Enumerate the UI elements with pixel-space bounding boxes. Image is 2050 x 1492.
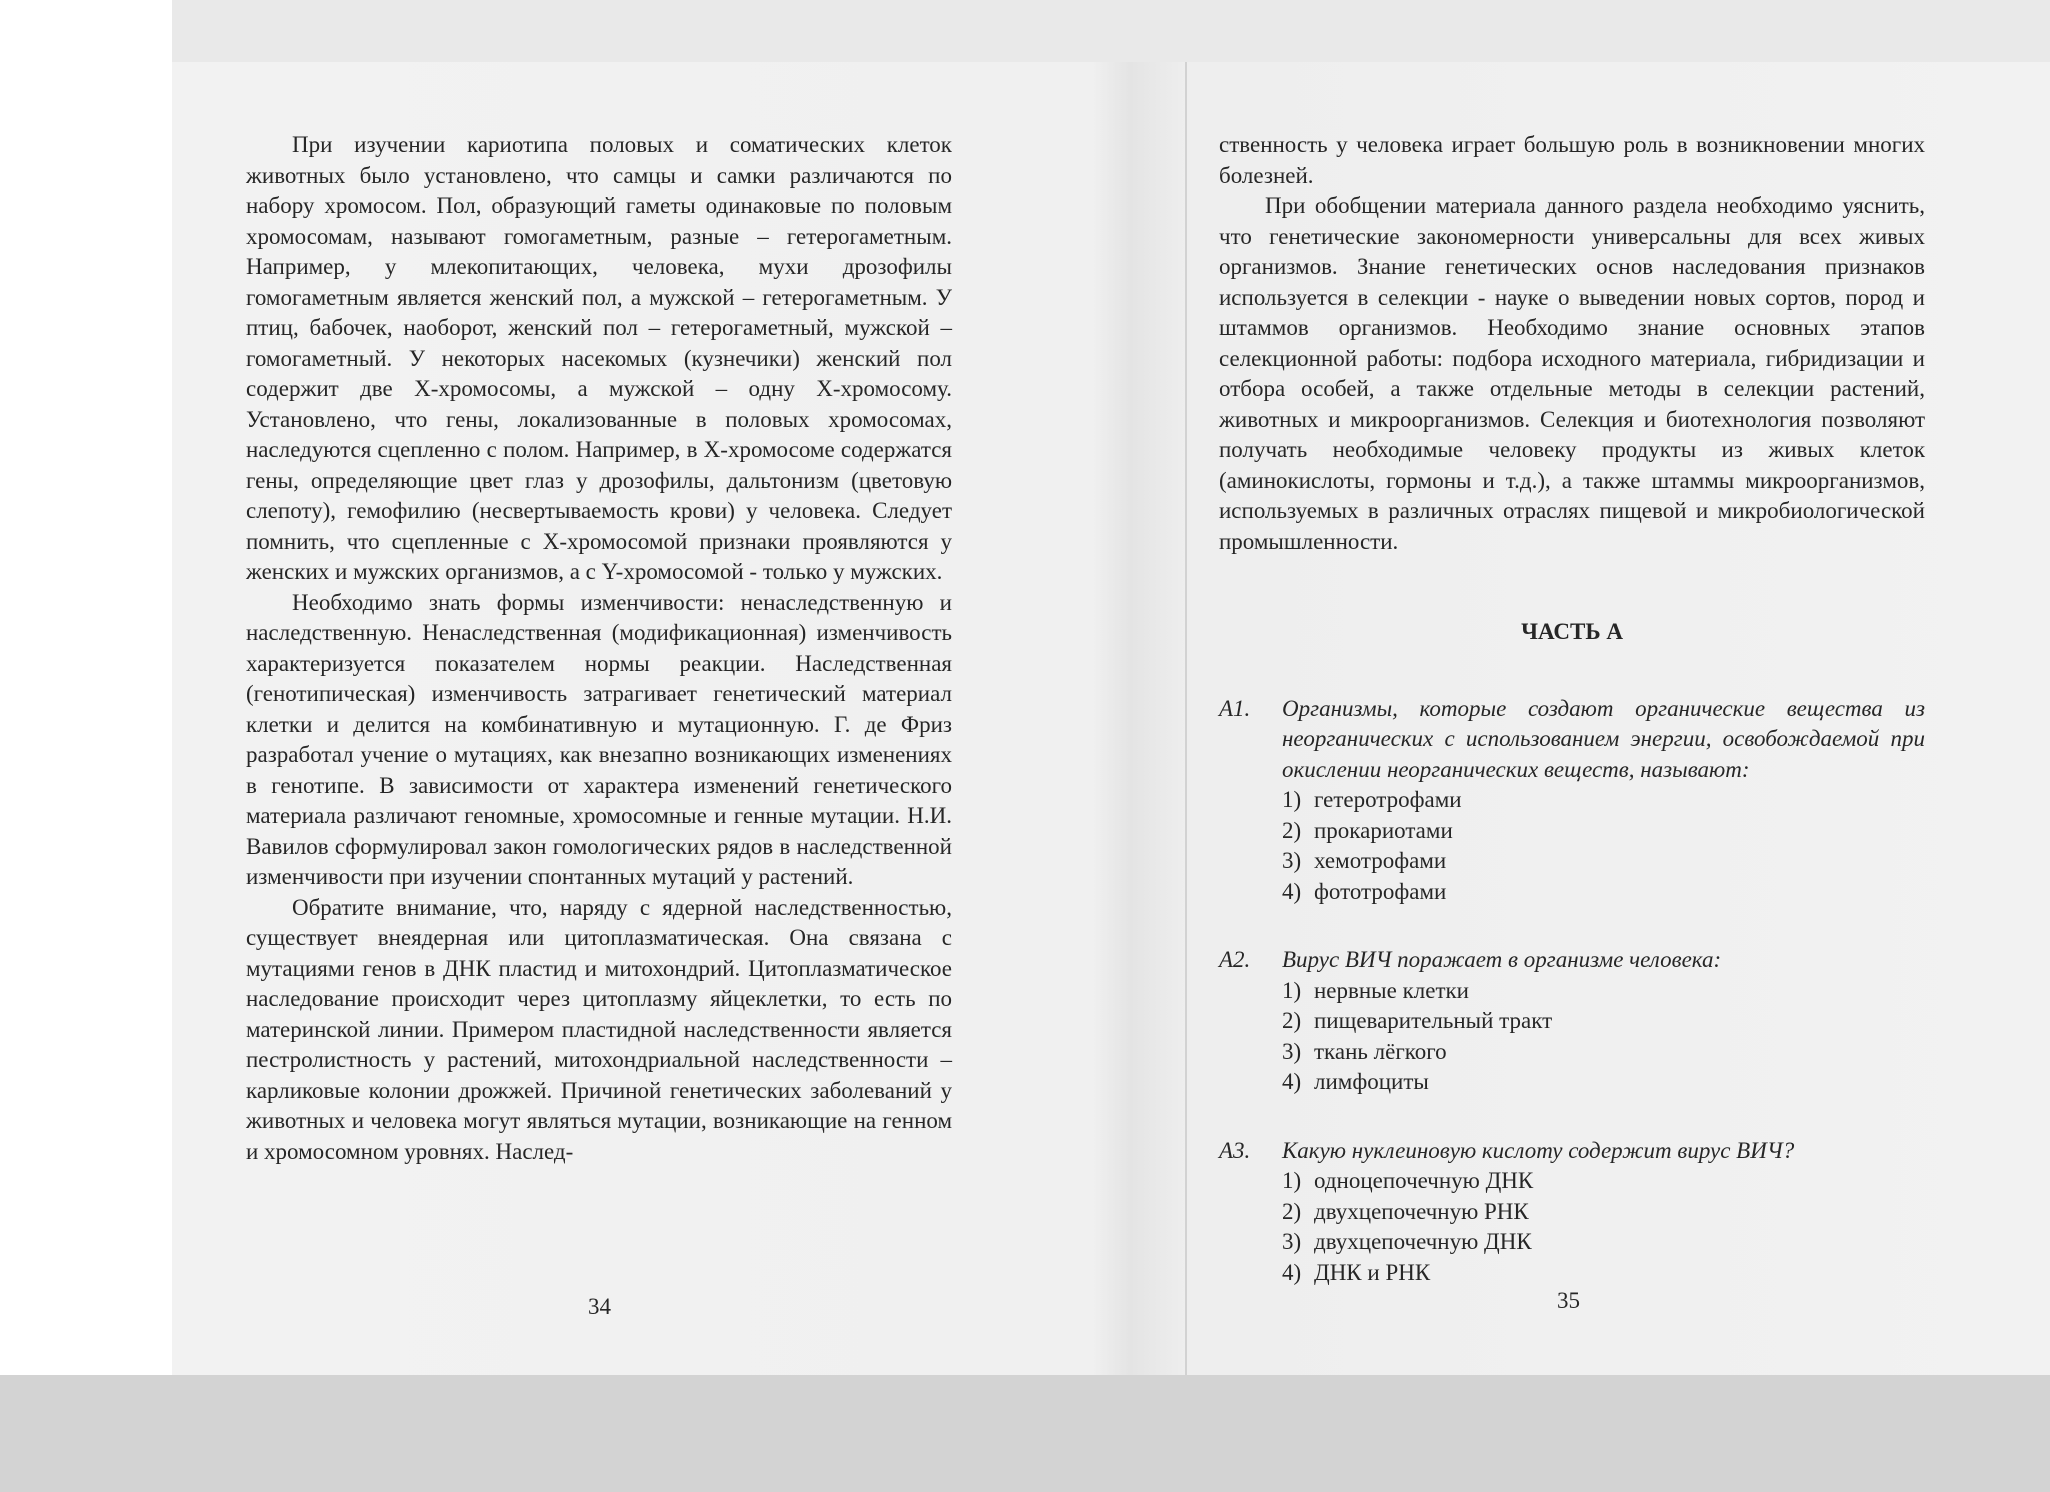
option-number: 2): [1282, 817, 1302, 843]
option-number: 1): [1282, 977, 1302, 1003]
option-text: фототрофами: [1314, 878, 1447, 904]
option-number: 4): [1282, 1069, 1302, 1094]
option-text: прокариотами: [1314, 817, 1453, 843]
question-text: Организмы, которые создают органические вещества из неорганических с использованием энергии, освобождаемой при окислении неорганических веществ, называют:: [1282, 695, 1925, 782]
answer-option: [1282, 785, 1925, 816]
option-number: 2): [1282, 1008, 1302, 1033]
left-paragraph-1: При изучении кариотипа половых и соматических клеток животных было установлено, что самцы и самки различаются по набору хромосом. Пол, образующий гаметы одинаковые по половым хромосомам, называют гомогаметным, разные – гетерогаметным. Например, у млекопитающих, человека, мухи дрозофилы гомогаметным является женский пол, а мужской – гетерогаметным. У птиц, бабочек, наоборот, женский пол – гетерогаметный, мужской – гомогаметный. У некоторых насекомых (кузнечики) женский пол содержит две Х-хромосомы, а мужской – одну Х-хромосому. Установлено, что гены, локализованные в половых хромосомах, наследуются сцепленно с полом. Например, в Х-хромосоме содержатся гены, определяющие цвет глаз у дрозофилы, дальтонизм (цветовую слепоту), гемофилию (несвертываемость крови) у человека. Следует помнить, что сцепленные с Х-хромосомой признаки проявляются у женских и мужских организмов, а с Y-хромосомой - только у мужских.: [246, 132, 952, 584]
option-number: 2): [1282, 1198, 1302, 1224]
question-a3: [1219, 1136, 1925, 1289]
answer-option: [1282, 816, 1925, 847]
question-text: Какую нуклеиновую кислоту содержит вирус ВИЧ?: [1282, 1137, 1795, 1163]
right-page: [1219, 130, 1925, 1326]
question-number: А3.: [1219, 1137, 1251, 1163]
option-text: нервные клетки: [1314, 977, 1469, 1003]
option-number: 4): [1282, 878, 1302, 904]
question-number: А2.: [1219, 947, 1251, 972]
right-page-number: 35: [1557, 1288, 1580, 1313]
option-text: ткань лёгкого: [1314, 1038, 1447, 1064]
option-number: 3): [1282, 1229, 1302, 1254]
option-text: ДНК и РНК: [1314, 1259, 1431, 1285]
right-paragraph-1: ственность у человека играет большую роль в возникновении многих болезней.: [1219, 132, 1925, 188]
option-number: 3): [1282, 1038, 1302, 1064]
option-text: лимфоциты: [1314, 1069, 1429, 1094]
option-number: 1): [1282, 787, 1302, 812]
question-a2: [1219, 945, 1925, 1098]
left-paragraph-2: Необходимо знать формы изменчивости: ненаследственную и наследственную. Ненаследственная (модификационная) изменчивость характеризуется показателем нормы реакции. Наследственная (генотипическая) изменчивость затрагивает генетический материал клетки и делится на комбинативную и мутационную. Г. де Фриз разработал учение о мутациях, как внезапно возникающих изменениях в генотипе. В зависимости от характера изменений генетического материала различают геномные, хромосомные и генные мутации. Н.И. Вавилов сформулировал закон гомологических рядов в наследственной изменчивости при изучении спонтанных мутаций у растений.: [246, 589, 952, 889]
option-text: двухцепочечную РНК: [1314, 1198, 1529, 1224]
option-number: 4): [1282, 1259, 1302, 1285]
right-paragraph-2: При обобщении материала данного раздела необходимо уяснить, что генетические закономерности универсальны для всех живых организмов. Знание генетических основ наследования признаков используется в селекции - науке о выведении новых сортов, пород и штаммов организмов. Необходимо знание основных этапов селекционной работы: подбора исходного материала, гибридизации и отбора особей, а также отдельные методы в селекции растений, животных и микроорганизмов. Селекция и биотехнология позволяют получать необходимые человеку продукты из живых клеток (аминокислоты, гормоны и т.д.), а также штаммы микроорганизмов, используемых в различных отраслях пищевой и микробиологической промышленности.: [1219, 193, 1925, 554]
answer-option: [1282, 1067, 1925, 1098]
answer-option: [1282, 1166, 1925, 1197]
answer-option: [1282, 877, 1925, 908]
scan-bottom-background: [0, 1375, 2050, 1492]
question-text: Вирус ВИЧ поражает в организме человека:: [1282, 947, 1722, 972]
answer-options: [1219, 976, 1925, 1098]
option-number: 1): [1282, 1168, 1302, 1193]
book-gutter: [1185, 62, 1187, 1375]
left-page-number: 34: [588, 1294, 611, 1319]
option-text: гетеротрофами: [1314, 787, 1462, 812]
option-text: двухцепочечную ДНК: [1314, 1229, 1532, 1254]
option-text: одноцепочечную ДНК: [1314, 1168, 1534, 1193]
answer-option: [1282, 1227, 1925, 1258]
answer-option: [1282, 1037, 1925, 1068]
answer-option: [1282, 976, 1925, 1007]
left-paragraph-3: Обратите внимание, что, наряду с ядерной наследственностью, существует внеядерная или цитоплазматическая. Она связана с мутациями генов в ДНК пластид и митохондрий. Цитоплазматическое наследование происходит через цитоплазму яйцеклетки, то есть по материнской линии. Примером пластидной наследственности является пестролистность у растений, митохондриальной наследственности – карликовые колонии дрожжей. Причиной генетических заболеваний у животных и человека могут являться мутации, возникающие на генном и хромосомном уровнях. Наслед-: [246, 894, 952, 1164]
answer-option: [1282, 1006, 1925, 1037]
answer-option: [1282, 1258, 1925, 1289]
option-number: 3): [1282, 848, 1302, 873]
scan-left-margin: [0, 0, 172, 1492]
answer-option: [1282, 846, 1925, 877]
section-title: ЧАСТЬ А: [1521, 619, 1623, 644]
left-page: [246, 130, 952, 1167]
answer-options: [1219, 785, 1925, 907]
question-a1: [1219, 694, 1925, 908]
answer-options: [1219, 1166, 1925, 1288]
answer-option: [1282, 1197, 1925, 1228]
question-number: А1.: [1219, 695, 1251, 721]
option-text: пищеварительный тракт: [1314, 1008, 1553, 1033]
option-text: хемотрофами: [1314, 848, 1447, 873]
